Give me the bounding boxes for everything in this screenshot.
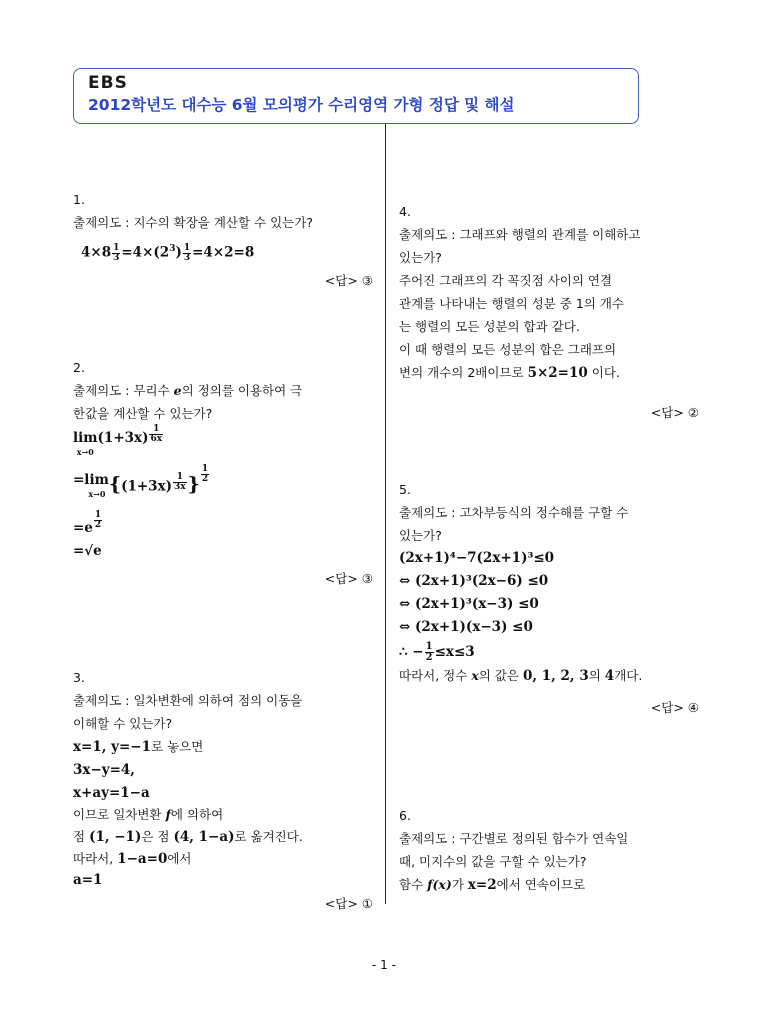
step-7: a=1 <box>73 872 103 888</box>
explanation-line: 이 때 행렬의 모든 성분의 합은 그래프의 <box>399 342 617 357</box>
header-box <box>73 68 639 124</box>
conclusion: 따라서, 정수 x의 값은 0, 1, 2, 3의 4개다. <box>399 668 643 684</box>
answer: <답> ③ <box>324 272 373 288</box>
equation: 4×8 $\frac{1}{3}$ $=4\times(2^3)$ $\frac{1}{3}$ =4×2=8 <box>81 242 255 263</box>
question-intent: 출제의도 : 그래프와 행렬의 관계를 이해하고 <box>399 227 641 242</box>
explanation-line: 주어진 그래프의 각 꼭짓점 사이의 연결 <box>399 273 613 288</box>
result-e-power: =e $\frac{1}{2}$ <box>73 510 102 536</box>
step-5: 점 (1, −1)은 점 (4, 1−a)로 옮겨진다. <box>73 829 303 845</box>
question-1 <box>73 188 373 292</box>
step-1: x=1, y=−1로 놓으면 <box>73 739 204 755</box>
result-sqrt-e: =√e <box>73 543 102 559</box>
continuity-condition: 함수 f(x)가 x=2에서 연속이므로 <box>399 877 586 893</box>
answer: <답> ② <box>650 405 699 420</box>
question-number: 6. <box>399 808 411 823</box>
eq-part: 4×8 <box>81 244 112 261</box>
question-2 <box>73 356 373 590</box>
explanation-line: 는 행렬의 모든 성분의 합과 같다. <box>399 319 580 334</box>
inequality-4: ⇔ (2x+1)(x−3) ≤0 <box>399 619 533 635</box>
limit-expression: lim x→0 (1+3x) $\frac{1}{6x}$ <box>73 424 163 457</box>
question-intent: 출제의도 : 일차변환에 의하여 점의 이동을 <box>73 693 303 708</box>
eq-part: =4×(2 <box>121 244 170 261</box>
document-title: 2012학년도 대수능 6월 모의평가 수리영역 가형 정답 및 해설 <box>88 96 515 114</box>
limit-expression-2: =lim x→0 {(1+3x) $\frac{1}{3x}$ } $\frac{1}{2}$ <box>73 464 209 499</box>
question-5 <box>399 478 699 719</box>
question-4 <box>399 200 699 424</box>
question-number: 3. <box>73 670 85 685</box>
answer: <답> ① <box>324 896 373 911</box>
exponent-fraction: $\frac{1}{3}$ <box>183 242 191 263</box>
step-2: 3x−y=4, <box>73 762 136 778</box>
answer: <답> ③ <box>324 571 373 586</box>
step-6: 따라서, 1−a=0에서 <box>73 851 192 867</box>
question-number: 5. <box>399 482 411 497</box>
question-intent-cont: 한값을 계산할 수 있는가? <box>73 406 213 421</box>
eq-part: =4×2=8 <box>192 244 255 261</box>
question-6 <box>399 804 699 897</box>
question-intent-cont: 이해할 수 있는가? <box>73 716 173 731</box>
answer: <답> ④ <box>650 700 699 715</box>
question-number: 1. <box>73 192 85 207</box>
question-intent: 출제의도 : 구간별로 정의된 함수가 연속일 <box>399 831 629 846</box>
explanation-line: 관계를 나타내는 행렬의 성분 중 1의 개수 <box>399 296 624 311</box>
page-number: - 1 - <box>372 958 396 972</box>
question-intent: 출제의도 : 고차부등식의 정수해를 구할 수 <box>399 505 629 520</box>
question-intent-cont: 있는가? <box>399 250 442 265</box>
exponent-fraction: $\frac{1}{3}$ <box>113 242 120 263</box>
question-3 <box>73 666 373 915</box>
inequality-2: ⇔ (2x+1)³(2x−6) ≤0 <box>399 573 549 589</box>
question-intent: 출제의도 : 무리수 e의 정의를 이용하여 극 <box>73 383 303 398</box>
question-number: 4. <box>399 204 411 219</box>
question-intent: 출제의도 : 지수의 확장을 계산할 수 있는가? <box>73 215 313 230</box>
inequality-solution: ∴ − $\frac{1}{2}$ ≤x≤3 <box>399 641 475 663</box>
explanation-line: 변의 개수의 2배이므로 5×2=10 이다. <box>399 365 620 381</box>
question-intent-cont: 있는가? <box>399 528 442 543</box>
column-divider <box>385 124 386 904</box>
step-4: 이므로 일차변환 f에 의하여 <box>73 807 224 822</box>
ebs-logo-text: EBS <box>88 73 128 93</box>
inequality-1: (2x+1)⁴−7(2x+1)³≤0 <box>399 550 555 566</box>
question-intent-cont: 때, 미지수의 값을 구할 수 있는가? <box>399 854 587 869</box>
inequality-3: ⇔ (2x+1)³(x−3) ≤0 <box>399 596 539 612</box>
step-3: x+ay=1−a <box>73 785 150 801</box>
question-number: 2. <box>73 360 85 375</box>
